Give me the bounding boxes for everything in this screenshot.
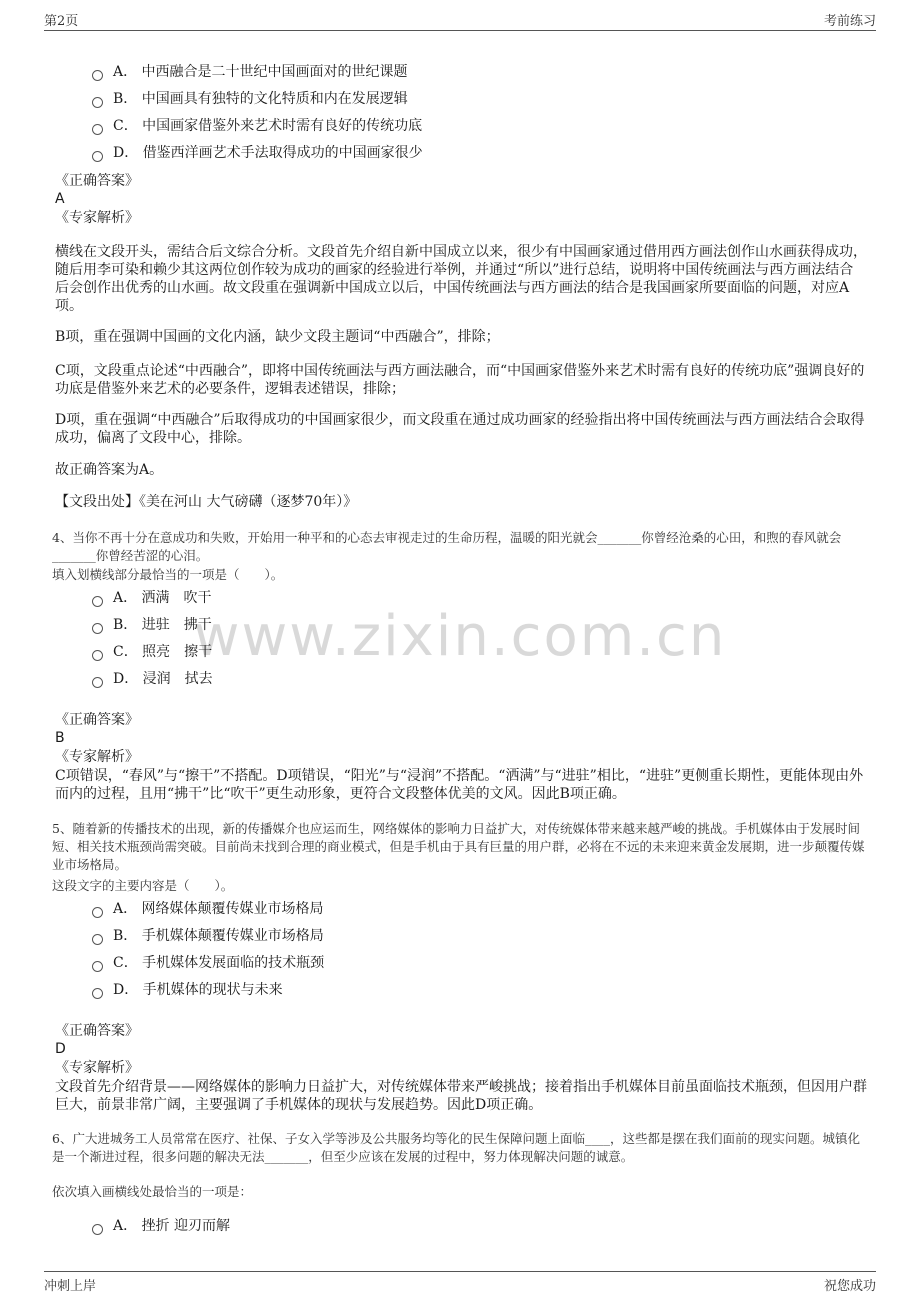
q6-option-a[interactable]: [92, 1216, 230, 1236]
page-footer: [44, 1271, 876, 1299]
q4-option-c[interactable]: [92, 642, 212, 662]
q5-option-b[interactable]: [92, 926, 324, 946]
radio-icon[interactable]: [92, 1224, 103, 1235]
header-title: 考前练习: [823, 14, 876, 29]
footer-right: 祝您成功: [823, 1279, 876, 1294]
q3-option-c[interactable]: [92, 116, 422, 136]
q5-stem: 5、随着新的传播技术的出现，新的传播媒介也应运而生，网络媒体的影响力日益扩大，对传统媒体带来越来越严峻的挑战。手机媒体由于发展时间短、相关技术瓶颈尚需突破。目前尚未找到合理的商业模式，但是手机由于具有巨量的用户群，必将在不远的未来迎来黄金发展期，进一步颠覆传媒业市场格局。: [52, 821, 865, 872]
q5-answer-label: 《正确答案》: [55, 1023, 139, 1039]
q3-answer: A: [55, 191, 65, 207]
option-label: D． 手机媒体的现状与未来: [113, 982, 283, 998]
radio-icon[interactable]: [92, 650, 103, 661]
q6-stem: 6、广大进城务工人员常常在医疗、社保、子女入学等涉及公共服务均等化的民生保障问题上面临____，这些都是摆在我们面前的现实问题。城镇化是一个渐进过程，很多问题的解决无法_______，但至少应该在发展的过程中，努力体现解决问题的诚意。: [52, 1131, 860, 1164]
q3-source: 【文段出处】《美在河山 大气磅礴（逐梦70年）》: [55, 494, 358, 510]
q5-analysis: 文段首先介绍背景——网络媒体的影响力日益扩大，对传统媒体带来严峻挑战；接着指出手机媒体目前虽面临技术瓶颈，但因用户群巨大，前景非常广阔，主要强调了手机媒体的现状与发展趋势。因此D项正确。: [55, 1079, 867, 1113]
q4-prompt: 填入划横线部分最恰当的一项是（ ）。: [52, 567, 284, 582]
radio-icon[interactable]: [92, 934, 103, 945]
option-label: D． 浸润 拭去: [113, 671, 213, 687]
q3-analysis-d: D项，重在强调“中西融合”后取得成功的中国画家很少，而文段重在通过成功画家的经验指出将中国传统画法与西方画法结合会取得成功，偏离了文段中心，排除。: [55, 412, 865, 446]
q5-option-c[interactable]: [92, 953, 324, 973]
q6-prompt: 依次填入画横线处最恰当的一项是：: [52, 1184, 253, 1199]
q4-answer-label: 《正确答案》: [55, 712, 139, 728]
q5-option-a[interactable]: [92, 899, 324, 919]
q4-analysis-label: 《专家解析》: [55, 749, 139, 765]
q4-option-b[interactable]: [92, 615, 212, 635]
option-label: A． 中西融合是二十世纪中国画面对的世纪课题: [113, 64, 408, 80]
footer-left: 冲刺上岸: [44, 1279, 97, 1294]
q4-answer: B: [55, 730, 65, 746]
option-label: D． 借鉴西洋画艺术手法取得成功的中国画家很少: [113, 145, 423, 161]
q3-option-d[interactable]: [92, 143, 423, 163]
radio-icon[interactable]: [92, 988, 103, 999]
radio-icon[interactable]: [92, 677, 103, 688]
radio-icon[interactable]: [92, 596, 103, 607]
q3-conclusion: 故正确答案为A。: [55, 462, 164, 478]
radio-icon[interactable]: [92, 907, 103, 918]
option-label: B． 手机媒体颠覆传媒业市场格局: [113, 928, 324, 944]
watermark: www.zixin.com.cn: [193, 604, 727, 669]
option-label: A． 网络媒体颠覆传媒业市场格局: [113, 901, 324, 917]
page-number: 第2页: [44, 14, 79, 29]
q4-analysis: C项错误，“春风”与“擦干”不搭配。D项错误，“阳光”与“浸润”不搭配。“洒满”与“进驻”相比，“进驻”更侧重长期性，更能体现由外而内的过程，且用“拂干”比“吹干”更生动形象，更符合文段整体优美的文风。因此B项正确。: [55, 768, 864, 802]
option-label: C． 照亮 擦干: [113, 644, 213, 660]
option-label: C． 中国画家借鉴外来艺术时需有良好的传统功底: [113, 118, 423, 134]
q3-option-b[interactable]: [92, 89, 408, 109]
option-label: B． 进驻 拂干: [113, 617, 212, 633]
q3-analysis-b: B项，重在强调中国画的文化内涵，缺少文段主题词“中西融合”，排除；: [55, 329, 500, 345]
radio-icon[interactable]: [92, 961, 103, 972]
radio-icon[interactable]: [92, 623, 103, 634]
q3-option-a[interactable]: [92, 62, 408, 82]
q5-prompt: 这段文字的主要内容是（ ）。: [52, 878, 234, 893]
radio-icon[interactable]: [92, 151, 103, 162]
q5-option-d[interactable]: [92, 980, 283, 1000]
option-label: C． 手机媒体发展面临的技术瓶颈: [113, 955, 325, 971]
radio-icon[interactable]: [92, 97, 103, 108]
q5-analysis-label: 《专家解析》: [55, 1060, 139, 1076]
option-label: A． 洒满 吹干: [113, 590, 212, 606]
q3-answer-label: 《正确答案》: [55, 173, 139, 189]
q4-option-a[interactable]: [92, 588, 212, 608]
option-label: B． 中国画具有独特的文化特质和内在发展逻辑: [113, 91, 408, 107]
q4-stem: 4、当你不再十分在意成功和失败，开始用一种平和的心态去审视走过的生命历程，温暖的阳光就会_______你曾经沧桑的心田，和煦的春风就会_______你曾经苦涩的心泪。: [52, 530, 842, 563]
q4-option-d[interactable]: [92, 669, 213, 689]
q3-analysis-c: C项，文段重点论述“中西融合”，即将中国传统画法与西方画法融合，而“中国画家借鉴外来艺术时需有良好的传统功底”强调良好的功底是借鉴外来艺术的必要条件，逻辑表述错误，排除；: [55, 363, 865, 397]
q3-analysis-label: 《专家解析》: [55, 210, 139, 226]
q3-analysis-main: 横线在文段开头，需结合后文综合分析。文段首先介绍自新中国成立以来，很少有中国画家通过借用西方画法创作山水画获得成功，随后用李可染和赖少其这两位创作较为成功的画家的经验进行举例，并通过“所以”进行总结，说明将中国传统画法与西方画法结合后会创作出优秀的山水画。故文段重在强调新中国成立以后，中国传统画法与西方画法的结合是我国画家所要面临的问题，对应A项。: [55, 244, 867, 314]
page-header: [44, 10, 876, 31]
radio-icon[interactable]: [92, 124, 103, 135]
option-label: A． 挫折 迎刃而解: [113, 1218, 231, 1234]
radio-icon[interactable]: [92, 70, 103, 81]
q5-answer: D: [55, 1041, 66, 1057]
